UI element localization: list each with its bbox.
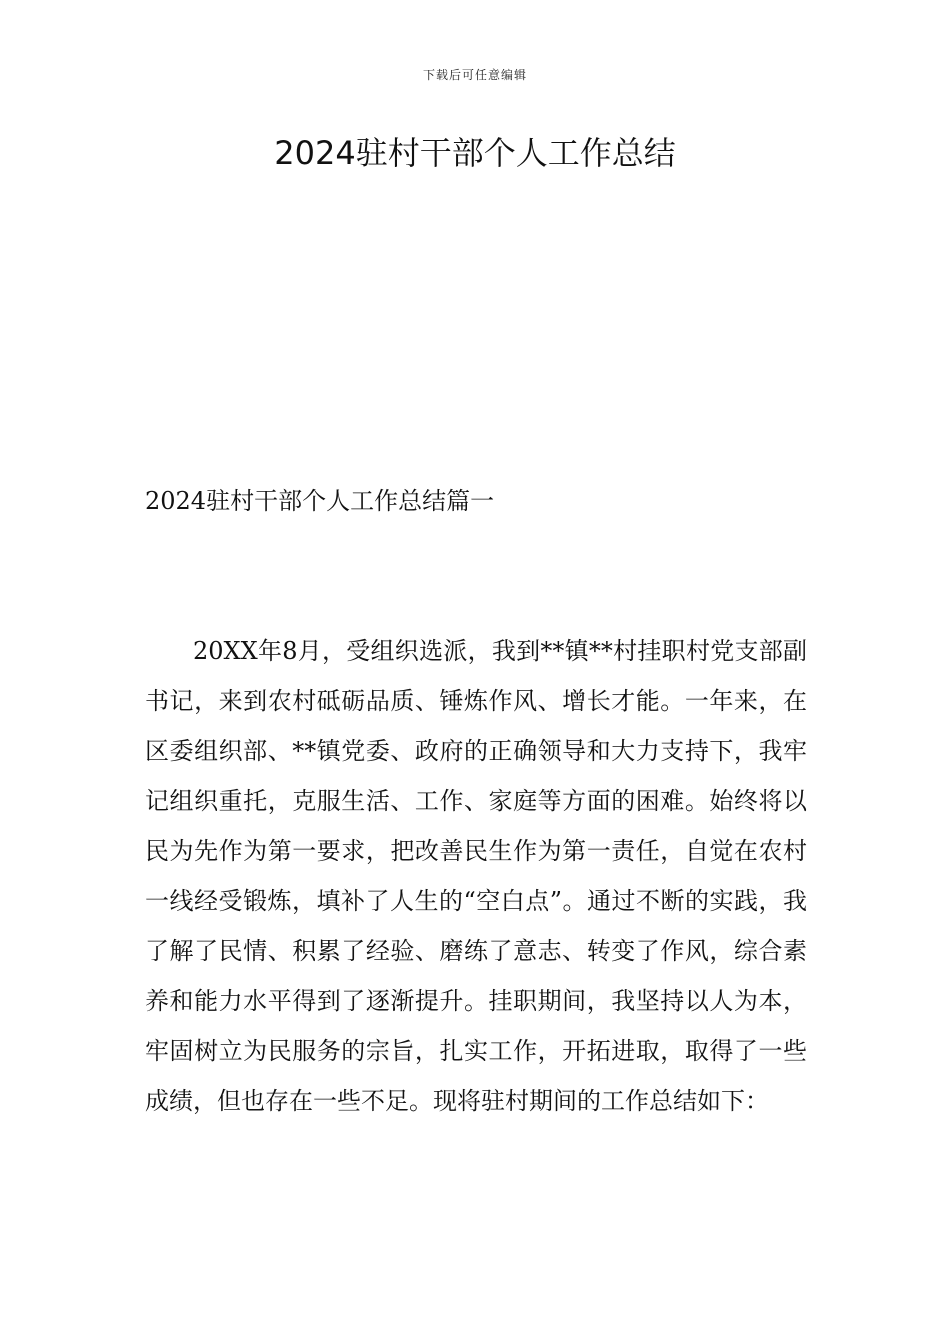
document-title: 2024驻村干部个人工作总结 (274, 134, 676, 172)
header-note: 下载后可任意编辑 (422, 68, 527, 82)
body-paragraph: 20XX年8月，受组织选派，我到**镇**村挂职村党支部副书记，来到农村砥砺品质、锤炼作风、增长才能。一年来，在区委组织部、**镇党委、政府的正确领导和大力支持下，我牢记组织重托，克服生活、工作、家庭等方面的困难。始终将以民为先作为第一要求，把改善民生作为第一责任，自觉在农村一线经受锻炼，填补了人生的“空白点”。通过不断的实践，我了解了民情、积累了经验、磨练了意志、转变了作风，综合素养和能力水平得到了逐渐提升。挂职期间，我坚持以人为本，牢固树立为民服务的宗旨，扎实工作，开拓进取，取得了一些成绩，但也存在一些不足。现将驻村期间的工作总结如下： (145, 637, 807, 1115)
section-heading: 2024驻村干部个人工作总结篇一 (145, 487, 495, 515)
